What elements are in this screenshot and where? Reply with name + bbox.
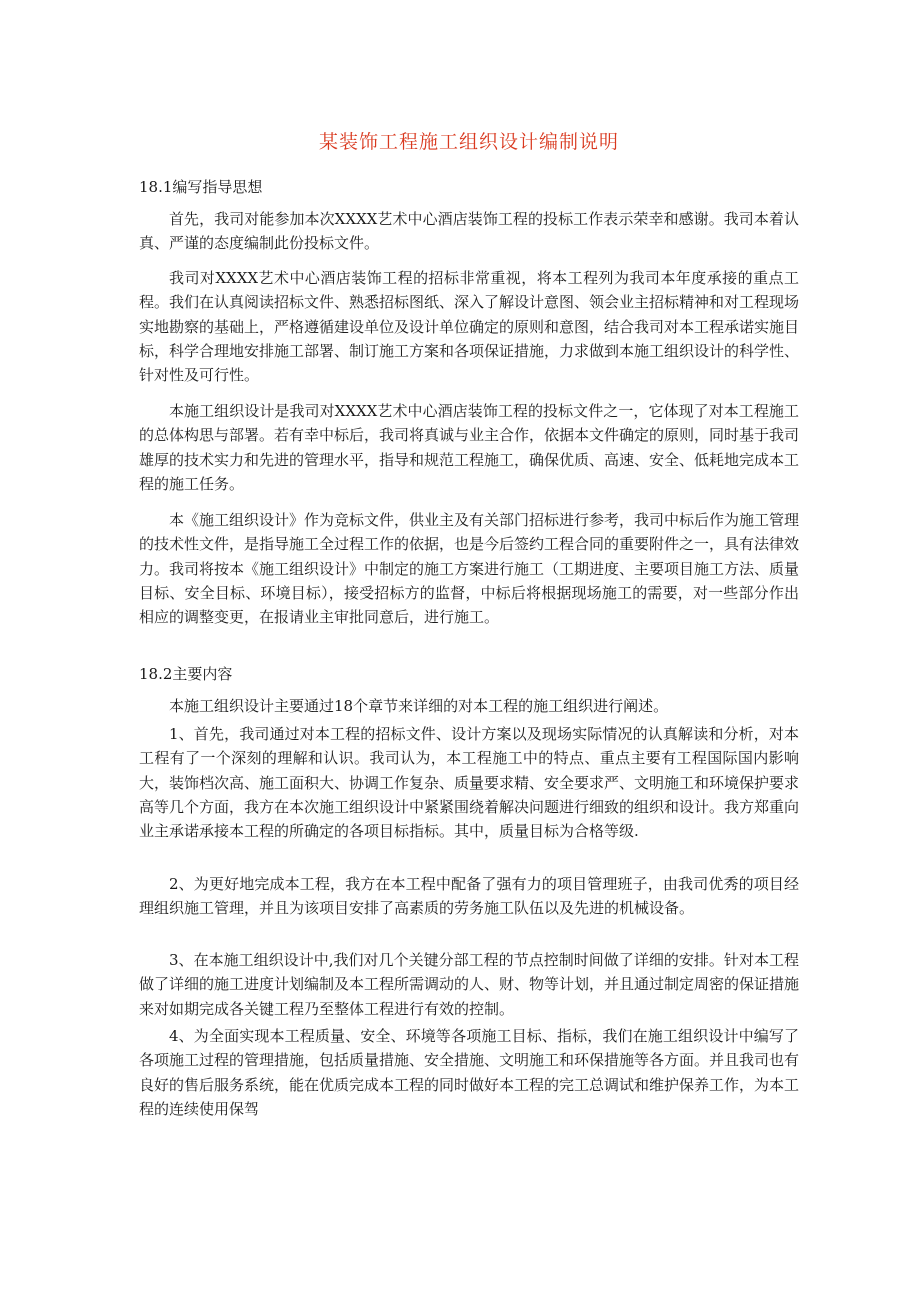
paragraph: 3、在本施工组织设计中,我们对几个关键分部工程的节点控制时间做了详细的安排。针对本工程做了详细的施工进度计划编制及本工程所需调动的人、财、物等计划，并且通过制定周密的保证措施来对如期完成各关键工程乃至整体工程进行有效的控制。 xyxy=(139,951,800,1018)
paragraph: 我司对XXXX艺术中心酒店装饰工程的招标非常重视，将本工程列为我司本年度承接的重点工程。我们在认真阅读招标文件、熟悉招标图纸、深入了解设计意图、领会业主招标精神和对工程现场实地勘察的基础上，严格遵循建设单位及设计单位确定的原则和意图，结合我司对本工程承诺实施目标，科学合理地安排施工部署、制订施工方案和各项保证措施，力求做到本施工组织设计的科学性、针对性及可行性。 xyxy=(139,269,800,385)
paragraph: 2、为更好地完成本工程，我方在本工程中配备了强有力的项目管理班子，由我司优秀的项目经理组织施工管理，并且为该项目安排了高素质的劳务施工队伍以及先进的机械设备。 xyxy=(139,875,799,918)
paragraph: 首先，我司对能参加本次XXXX艺术中心酒店装饰工程的投标工作表示荣幸和感谢。我司本着认真、严谨的态度编制此份投标文件。 xyxy=(139,210,799,253)
paragraph: 1、首先，我司通过对本工程的招标文件、设计方案以及现场实际情况的认真解读和分析，对本工程有了一个深刻的理解和认识。我司认为，本工程施工中的特点、重点主要有工程国际国内影响大，装饰档次高、施工面积大、协调工作复杂、质量要求精、安全要求严、文明施工和环境保护要求高等几个方面，我方在本次施工组织设计中紧紧围绕着解决问题进行细致的组织和设计。我方郑重向业主承诺承接本工程的所确定的各项目标指标。其中，质量目标为合格等级. xyxy=(139,725,800,841)
document-title: 某装饰工程施工组织设计编制说明 xyxy=(318,131,619,153)
paragraph: 本施工组织设计是我司对XXXX艺术中心酒店装饰工程的投标文件之一，它体现了对本工程施工的总体构思与部署。若有幸中标后，我司将真诚与业主合作，依据本文件确定的原则，同时基于我司雄厚的技术实力和先进的管理水平，指导和规范工程施工，确保优质、高速、安全、低耗地完成本工程的施工任务。 xyxy=(139,402,800,493)
section-heading-1: 18.1编写指导思想 xyxy=(139,178,263,196)
section-heading-2: 18.2主要内容 xyxy=(139,665,233,683)
paragraph: 本《施工组织设计》作为竞标文件，供业主及有关部门招标进行参考，我司中标后作为施工管理的技术性文件，是指导施工全过程工作的依据，也是今后签约工程合同的重要附件之一，具有法律效力。我司将按本《施工组织设计》中制定的施工方案进行施工（工期进度、主要项目施工方法、质量目标、安全目标、环境目标），接受招标方的监督，中标后将根据现场施工的需要，对一些部分作出相应的调整变更，在报请业主审批同意后，进行施工。 xyxy=(139,511,800,627)
paragraph: 4、为全面实现本工程质量、安全、环境等各项施工目标、指标，我们在施工组织设计中编写了各项施工过程的管理措施，包括质量措施、安全措施、文明施工和环保措施等各方面。并且我司也有良好的售后服务系统，能在优质完成本工程的同时做好本工程的完工总调试和维护保养工作，为本工程的连续使用保驾 xyxy=(139,1027,800,1118)
paragraph: 本施工组织设计主要通过18个章节来详细的对本工程的施工组织进行阐述。 xyxy=(169,697,669,715)
